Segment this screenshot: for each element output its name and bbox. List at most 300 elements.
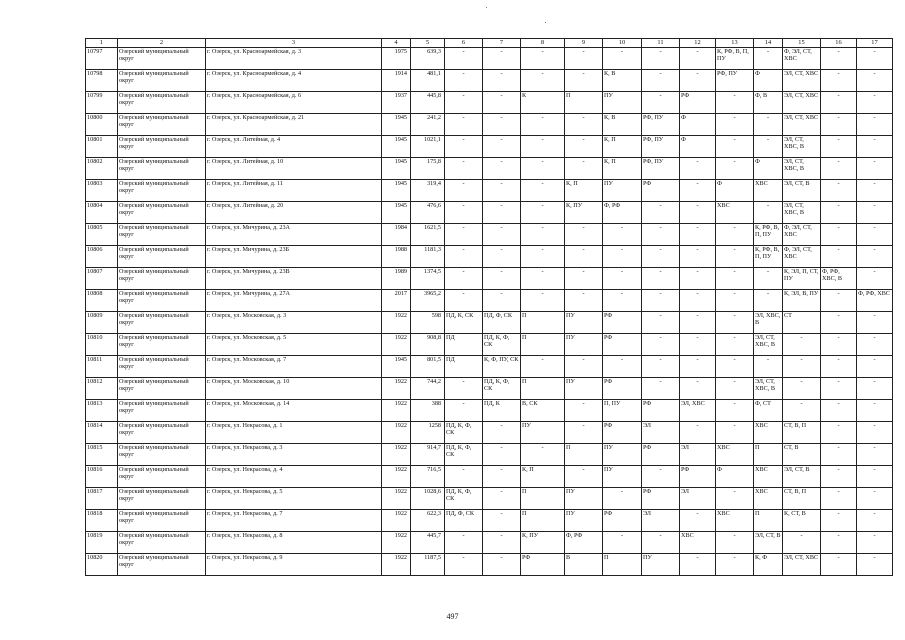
table-cell: ПУ xyxy=(565,334,603,356)
table-cell: - xyxy=(521,114,565,136)
table-cell: ЭЛ, СТ, ХВС, В xyxy=(783,136,821,158)
table-cell: г. Озерск, ул. Мичурина, д. 27А xyxy=(206,290,382,312)
table-cell: 1945 xyxy=(382,158,411,180)
table-cell: РФ xyxy=(603,422,642,444)
table-cell: - xyxy=(680,202,716,224)
table-cell: 1922 xyxy=(382,554,411,576)
table-cell: К xyxy=(521,92,565,114)
table-cell: ПУ xyxy=(565,510,603,532)
table-cell: Озерский муниципальный округ xyxy=(118,290,206,312)
table-cell: Озерский муниципальный округ xyxy=(118,532,206,554)
table-row xyxy=(86,422,893,444)
table-cell: - xyxy=(821,356,857,378)
table-cell: ПД, К, СК xyxy=(445,312,483,334)
table-cell: - xyxy=(680,268,716,290)
table-row xyxy=(86,510,893,532)
table-cell: Ф xyxy=(680,136,716,158)
table-cell: - xyxy=(857,400,893,422)
table-row xyxy=(86,290,893,312)
table-cell: - xyxy=(445,158,483,180)
table-body xyxy=(86,39,893,576)
table-cell: г. Озерск, ул. Литейная, д. 20 xyxy=(206,202,382,224)
column-number-cell: 15 xyxy=(783,39,821,48)
table-cell: - xyxy=(642,290,680,312)
table-cell: ПУ xyxy=(642,554,680,576)
table-cell: - xyxy=(565,400,603,422)
table-cell: РФ, ПУ xyxy=(642,136,680,158)
table-cell: 10805 xyxy=(86,224,118,246)
table-cell: - xyxy=(857,158,893,180)
table-cell: - xyxy=(680,554,716,576)
table-cell: П xyxy=(521,334,565,356)
table-cell: - xyxy=(680,158,716,180)
table-cell: - xyxy=(642,70,680,92)
table-cell: Озерский муниципальный округ xyxy=(118,422,206,444)
table-cell: - xyxy=(483,466,521,488)
table-cell: - xyxy=(603,488,642,510)
table-cell: 1945 xyxy=(382,136,411,158)
page-number: 497 xyxy=(446,612,459,621)
table-cell: ХВС xyxy=(716,444,754,466)
table-cell: - xyxy=(565,422,603,444)
table-cell: П xyxy=(754,444,783,466)
table-cell: - xyxy=(521,268,565,290)
table-cell: 622,3 xyxy=(411,510,445,532)
table-cell: - xyxy=(680,70,716,92)
table-cell: 598 xyxy=(411,312,445,334)
table-cell: - xyxy=(521,48,565,70)
table-cell: г. Озерск, ул. Литейная, д. 4 xyxy=(206,136,382,158)
table-cell: г. Озерск, ул. Некрасова, д. 9 xyxy=(206,554,382,576)
table-cell: Ф xyxy=(754,158,783,180)
table-cell: 10799 xyxy=(86,92,118,114)
table-cell: Ф, РФ xyxy=(603,202,642,224)
table-cell: 1922 xyxy=(382,488,411,510)
table-cell: РФ, ПУ xyxy=(716,70,754,92)
column-number-cell: 2 xyxy=(118,39,206,48)
column-number-cell: 9 xyxy=(565,39,603,48)
table-cell: ХВС xyxy=(680,532,716,554)
column-number-row xyxy=(86,39,893,48)
table-cell: 801,5 xyxy=(411,356,445,378)
table-cell: ПД, К, Ф, СК xyxy=(483,378,521,400)
table-cell: 1922 xyxy=(382,312,411,334)
table-cell: К, В xyxy=(603,114,642,136)
table-cell: - xyxy=(716,356,754,378)
table-cell: - xyxy=(445,92,483,114)
table-cell: РФ xyxy=(680,92,716,114)
table-cell: - xyxy=(565,224,603,246)
table-cell: - xyxy=(603,246,642,268)
table-cell: - xyxy=(565,48,603,70)
table-cell: ХВС xyxy=(716,510,754,532)
table-cell: - xyxy=(857,444,893,466)
table-cell: РФ xyxy=(603,334,642,356)
table-cell: - xyxy=(857,532,893,554)
table-cell: Ф, ЭЛ, СТ, ХВС xyxy=(783,246,821,268)
table-cell: г. Озерск, ул. Литейная, д. 11 xyxy=(206,180,382,202)
table-cell: г. Озерск, ул. Московская, д. 5 xyxy=(206,334,382,356)
table-cell: ЭЛ xyxy=(680,444,716,466)
table-cell: - xyxy=(821,48,857,70)
table-cell: - xyxy=(603,532,642,554)
table-cell: - xyxy=(716,114,754,136)
table-row xyxy=(86,400,893,422)
table-cell: - xyxy=(821,334,857,356)
table-cell: 1945 xyxy=(382,202,411,224)
table-cell: К, ЭЛ, В, ПУ xyxy=(783,290,821,312)
table-cell: 1945 xyxy=(382,180,411,202)
table-cell: РФ xyxy=(603,510,642,532)
table-cell: - xyxy=(680,356,716,378)
table-cell: 10797 xyxy=(86,48,118,70)
table-cell: - xyxy=(821,378,857,400)
table-row xyxy=(86,246,893,268)
table-cell: г. Озерск, ул. Некрасова, д. 1 xyxy=(206,422,382,444)
table-cell: 10817 xyxy=(86,488,118,510)
column-number-cell: 8 xyxy=(521,39,565,48)
table-cell: П xyxy=(521,510,565,532)
table-cell: РФ, ПУ xyxy=(642,114,680,136)
table-row xyxy=(86,180,893,202)
table-cell: - xyxy=(445,466,483,488)
table-cell: - xyxy=(754,290,783,312)
table-cell: Ф, СТ xyxy=(754,400,783,422)
table-row xyxy=(86,532,893,554)
table-cell: П, ПУ xyxy=(603,400,642,422)
table-cell: - xyxy=(821,290,857,312)
table-cell: - xyxy=(483,422,521,444)
table-cell: 10818 xyxy=(86,510,118,532)
table-cell: г. Озерск, ул. Мичурина, д. 23В xyxy=(206,268,382,290)
table-cell: - xyxy=(754,356,783,378)
table-cell: - xyxy=(857,510,893,532)
table-row xyxy=(86,488,893,510)
table-cell: - xyxy=(565,70,603,92)
table-cell: - xyxy=(716,488,754,510)
table-cell: - xyxy=(680,290,716,312)
table-cell: РФ, ПУ xyxy=(642,158,680,180)
table-cell: 3965,2 xyxy=(411,290,445,312)
table-cell: г. Озерск, ул. Некрасова, д. 5 xyxy=(206,488,382,510)
table-cell: - xyxy=(642,356,680,378)
table-cell: - xyxy=(857,554,893,576)
table-cell: - xyxy=(857,224,893,246)
table-cell: ЭЛ xyxy=(642,510,680,532)
table-cell: ЭЛ, СТ, В xyxy=(754,532,783,554)
table-cell: ЭЛ, СТ, ХВС, В xyxy=(754,378,783,400)
table-cell: - xyxy=(783,400,821,422)
table-cell: К, РФ, В, П, ПУ xyxy=(754,246,783,268)
table-cell: - xyxy=(754,202,783,224)
table-cell: - xyxy=(642,224,680,246)
table-cell: 1374,5 xyxy=(411,268,445,290)
table-cell: К, Ф xyxy=(754,554,783,576)
table-cell: 1021,1 xyxy=(411,136,445,158)
table-cell: 1621,5 xyxy=(411,224,445,246)
table-cell: - xyxy=(521,356,565,378)
table-cell: - xyxy=(603,290,642,312)
table-cell: 10798 xyxy=(86,70,118,92)
table-cell: г. Озерск, ул. Некрасова, д. 7 xyxy=(206,510,382,532)
table-cell: 1945 xyxy=(382,114,411,136)
table-cell: - xyxy=(565,158,603,180)
scan-speck xyxy=(486,7,487,8)
table-cell: К, П xyxy=(603,158,642,180)
table-cell: - xyxy=(716,246,754,268)
table-cell: - xyxy=(445,202,483,224)
table-cell: ХВС xyxy=(716,202,754,224)
table-cell: П xyxy=(565,444,603,466)
table-cell: Озерский муниципальный округ xyxy=(118,554,206,576)
table-cell: 10803 xyxy=(86,180,118,202)
column-number-cell: 6 xyxy=(445,39,483,48)
table-cell: Озерский муниципальный округ xyxy=(118,400,206,422)
table-cell: - xyxy=(521,246,565,268)
table-cell: 476,6 xyxy=(411,202,445,224)
table-cell: Озерский муниципальный округ xyxy=(118,246,206,268)
table-row xyxy=(86,334,893,356)
table-cell: К, П xyxy=(603,136,642,158)
table-cell: РФ xyxy=(603,378,642,400)
table-cell: 10811 xyxy=(86,356,118,378)
table-cell: - xyxy=(483,92,521,114)
table-cell: г. Озерск, ул. Московская, д. 3 xyxy=(206,312,382,334)
table-cell: - xyxy=(521,290,565,312)
table-cell: - xyxy=(821,136,857,158)
table-cell: Ф, В xyxy=(754,92,783,114)
table-cell: Озерский муниципальный округ xyxy=(118,224,206,246)
table-cell: - xyxy=(521,158,565,180)
table-cell: - xyxy=(603,48,642,70)
table-cell: Озерский муниципальный округ xyxy=(118,378,206,400)
table-cell: 1984 xyxy=(382,224,411,246)
table-row xyxy=(86,224,893,246)
table-cell: ХВС xyxy=(754,180,783,202)
table-cell: РФ xyxy=(642,400,680,422)
table-cell: П xyxy=(565,92,603,114)
table-cell: ПУ xyxy=(565,378,603,400)
table-cell: - xyxy=(483,224,521,246)
table-cell: - xyxy=(716,400,754,422)
column-number-cell: 1 xyxy=(86,39,118,48)
table-cell: К, Ф, ПУ, СК xyxy=(483,356,521,378)
table-cell: - xyxy=(754,114,783,136)
table-cell: г. Озерск, ул. Красноармейская, д. 4 xyxy=(206,70,382,92)
table-cell: - xyxy=(483,488,521,510)
column-number-cell: 14 xyxy=(754,39,783,48)
table-cell: Озерский муниципальный округ xyxy=(118,92,206,114)
table-cell: г. Озерск, ул. Некрасова, д. 8 xyxy=(206,532,382,554)
table-cell: ПУ xyxy=(603,444,642,466)
table-cell: - xyxy=(642,312,680,334)
table-row xyxy=(86,444,893,466)
table-cell: - xyxy=(642,202,680,224)
table-cell: Ф xyxy=(754,70,783,92)
table-cell: 1187,5 xyxy=(411,554,445,576)
table-cell: Ф, РФ, ХВС, В xyxy=(821,268,857,290)
table-cell: Озерский муниципальный округ xyxy=(118,202,206,224)
table-cell: - xyxy=(821,70,857,92)
table-cell: - xyxy=(483,48,521,70)
table-cell: - xyxy=(716,92,754,114)
table-cell: К, ПУ xyxy=(565,202,603,224)
table-cell: Озерский муниципальный округ xyxy=(118,510,206,532)
table-cell: г. Озерск, ул. Красноармейская, д. 3 xyxy=(206,48,382,70)
table-cell: г. Озерск, ул. Красноармейская, д. 6 xyxy=(206,92,382,114)
table-row xyxy=(86,92,893,114)
table-cell: 10820 xyxy=(86,554,118,576)
table-cell: К, П xyxy=(521,466,565,488)
table-cell: ЭЛ xyxy=(642,422,680,444)
table-cell: - xyxy=(445,554,483,576)
table-cell: 10809 xyxy=(86,312,118,334)
table-row xyxy=(86,70,893,92)
table-cell: - xyxy=(716,378,754,400)
table-cell: - xyxy=(716,224,754,246)
table-cell: - xyxy=(565,356,603,378)
table-cell: - xyxy=(483,510,521,532)
table-cell: К, ЭЛ, П, СТ, ПУ xyxy=(783,268,821,290)
table-cell: г. Озерск, ул. Красноармейская, д. 21 xyxy=(206,114,382,136)
table-cell: РФ xyxy=(642,444,680,466)
table-cell: ПД xyxy=(445,356,483,378)
table-cell: - xyxy=(821,158,857,180)
table-cell: ЭЛ, СТ, ХВС, В xyxy=(783,158,821,180)
table-cell: ПД, К xyxy=(483,400,521,422)
table-cell: г. Озерск, ул. Московская, д. 10 xyxy=(206,378,382,400)
table-cell: ПУ xyxy=(603,180,642,202)
table-cell: - xyxy=(821,554,857,576)
table-row xyxy=(86,312,893,334)
table-cell: г. Озерск, ул. Мичурина, д. 23Б xyxy=(206,246,382,268)
table-cell: - xyxy=(483,444,521,466)
table-cell: 1181,3 xyxy=(411,246,445,268)
table-cell: 10806 xyxy=(86,246,118,268)
table-cell: 445,8 xyxy=(411,92,445,114)
column-number-cell: 7 xyxy=(483,39,521,48)
table-cell: Озерский муниципальный округ xyxy=(118,158,206,180)
table-cell: ЭЛ xyxy=(680,488,716,510)
table-row xyxy=(86,136,893,158)
table-cell: - xyxy=(716,532,754,554)
table-cell: г. Озерск, ул. Московская, д. 14 xyxy=(206,400,382,422)
table-cell: - xyxy=(716,158,754,180)
table-cell: 1922 xyxy=(382,422,411,444)
table-cell: 1988 xyxy=(382,246,411,268)
table-cell: Ф xyxy=(716,180,754,202)
table-cell: 10810 xyxy=(86,334,118,356)
table-cell: - xyxy=(857,48,893,70)
table-cell: - xyxy=(445,224,483,246)
table-cell: Озерский муниципальный округ xyxy=(118,114,206,136)
table-cell: - xyxy=(565,136,603,158)
table-cell: - xyxy=(857,268,893,290)
table-cell: 481,1 xyxy=(411,70,445,92)
table-cell: 914,7 xyxy=(411,444,445,466)
table-row xyxy=(86,202,893,224)
table-cell: - xyxy=(483,114,521,136)
table-cell: - xyxy=(445,180,483,202)
table-cell: - xyxy=(603,356,642,378)
table-cell: - xyxy=(821,466,857,488)
table-cell: 1989 xyxy=(382,268,411,290)
table-cell: - xyxy=(445,378,483,400)
table-cell: - xyxy=(483,246,521,268)
table-cell: - xyxy=(857,246,893,268)
table-cell: - xyxy=(680,48,716,70)
table-cell: - xyxy=(521,70,565,92)
table-cell: - xyxy=(603,224,642,246)
table-cell: - xyxy=(521,180,565,202)
table-cell: - xyxy=(857,312,893,334)
table-cell: 1922 xyxy=(382,466,411,488)
table-cell: - xyxy=(483,554,521,576)
table-cell: - xyxy=(603,268,642,290)
table-cell: 1922 xyxy=(382,444,411,466)
table-cell: ПД, К, Ф, СК xyxy=(445,444,483,466)
table-cell: - xyxy=(445,48,483,70)
table-cell: 1937 xyxy=(382,92,411,114)
table-cell: П xyxy=(521,312,565,334)
table-cell: - xyxy=(680,224,716,246)
table-cell: - xyxy=(821,114,857,136)
table-cell: - xyxy=(642,378,680,400)
table-cell: - xyxy=(445,400,483,422)
table-cell: - xyxy=(821,488,857,510)
table-cell: - xyxy=(857,378,893,400)
table-cell: - xyxy=(565,466,603,488)
table-cell: ЭЛ, СТ, ХВС, В xyxy=(754,334,783,356)
table-cell: Озерский муниципальный округ xyxy=(118,48,206,70)
table-cell: РФ xyxy=(642,180,680,202)
table-cell: К, В xyxy=(603,70,642,92)
table-cell: РФ xyxy=(603,312,642,334)
table-cell: П xyxy=(521,488,565,510)
table-cell: - xyxy=(857,92,893,114)
table-cell: Ф, ЭЛ, СТ, ХВС xyxy=(783,48,821,70)
table-cell: ЭЛ, СТ, ХВС xyxy=(783,554,821,576)
table-cell: В, СК xyxy=(521,400,565,422)
table-cell: 1922 xyxy=(382,378,411,400)
table-cell: Озерский муниципальный округ xyxy=(118,180,206,202)
table-cell: - xyxy=(680,422,716,444)
table-cell: 10801 xyxy=(86,136,118,158)
table-cell: - xyxy=(445,290,483,312)
table-cell: Ф xyxy=(716,466,754,488)
table-cell: - xyxy=(754,268,783,290)
table-cell: РФ xyxy=(680,466,716,488)
table-cell: ПД xyxy=(445,334,483,356)
table-cell: 1922 xyxy=(382,334,411,356)
table-cell: - xyxy=(857,356,893,378)
table-cell: К, ПУ xyxy=(521,532,565,554)
table-cell: - xyxy=(821,92,857,114)
table-cell: Озерский муниципальный округ xyxy=(118,334,206,356)
table-cell: - xyxy=(783,334,821,356)
table-cell: ЭЛ, СТ, В xyxy=(783,180,821,202)
table-cell: П xyxy=(603,554,642,576)
table-cell: Ф, РФ xyxy=(565,532,603,554)
table-cell: Озерский муниципальный округ xyxy=(118,356,206,378)
table-cell: 10802 xyxy=(86,158,118,180)
column-number-cell: 4 xyxy=(382,39,411,48)
table-cell: г. Озерск, ул. Литейная, д. 10 xyxy=(206,158,382,180)
table-cell: 241,2 xyxy=(411,114,445,136)
table-cell: - xyxy=(857,114,893,136)
column-number-cell: 12 xyxy=(680,39,716,48)
table-cell: - xyxy=(483,290,521,312)
